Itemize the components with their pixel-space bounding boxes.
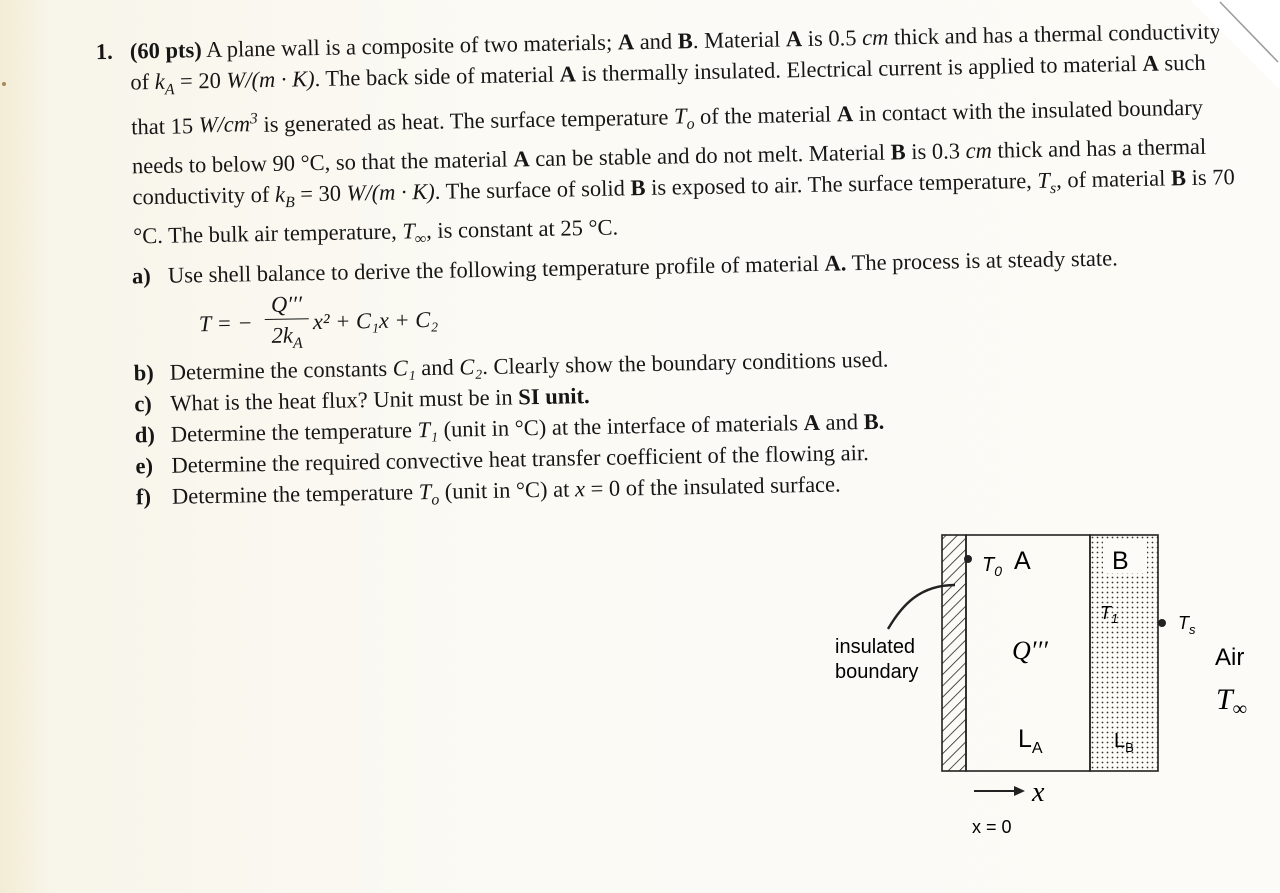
insulated-label-2: boundary [835, 661, 919, 683]
ts-label: $T_s$ [1178, 613, 1196, 637]
problem-1 [96, 15, 1245, 521]
material-b-label: B [1112, 547, 1129, 575]
heat-generation-label: Q′′′ [1012, 636, 1048, 665]
part-d: d) Determine the temperature T₁ (unit in °C) at the interface of materials A and B. [134, 408, 885, 448]
problem-number: 1. [95, 38, 113, 65]
part-b: b) Determine the constants C₁ and C₂. Clearly show the boundary conditions used. [133, 346, 889, 386]
insulated-label-1: insulated [835, 636, 916, 658]
to-label: $T_0$ [982, 554, 1003, 579]
t1-label: $T_1$ [1100, 603, 1119, 626]
air-label: Air [1215, 644, 1245, 671]
temperature-profile-equation: T = − Q′′′ $2k_A$ x² + C₁x + C₂ [198, 271, 1241, 356]
part-c: c) What is the heat flux? Unit must be in SI unit. [134, 382, 590, 417]
part-a: a) Use shell balance to derive the following temperature profile of material A. The process is at steady state. [131, 245, 1118, 289]
problem-points: (60 pts) [129, 37, 202, 64]
tinf-label: $T_\infty$ [1216, 683, 1247, 720]
composite-wall-diagram [820, 525, 1280, 845]
to-point-marker [964, 555, 972, 563]
x-origin-label: x = 0 [972, 817, 1012, 837]
ts-point-marker [1158, 619, 1166, 627]
lb-label: $L_B$ [1114, 730, 1134, 755]
problem-statement: (60 pts) A plane wall is a composite of two materials; A and B. Material A is 0.5 cm thick and has a thermal conductivity of $k_A = 20$ W/(m · K). The back side of material A is thermally insulated. Electrical current is applied to material A such that 15 $W/cm^3$ is generated as heat. The surface temperature $T_o$ of the material A in contact with the insulated boundary needs to below 90 °C, so that the material A can be stable and do not melt. Material B is 0.3 cm thick and has a thermal conductivity of $k_B = 30$ W/(m · K). The surface of solid B is exposed to air. The surface temperature, $T_s$, of material B is 70 °C. The bulk air temperature, $T_\infty$, is constant at 25 °C. [129, 18, 1235, 249]
part-e: e) Determine the required convective heat transfer coefficient of the flowing air. [135, 439, 869, 479]
x-axis-label: x [1032, 777, 1045, 808]
material-a-label: A [1014, 547, 1031, 575]
equation-fraction: Q′′′ $2k_A$ [264, 288, 309, 359]
part-f: f) Determine the temperature $T_o$ (unit in °C) at x = 0 of the insulated surface. [135, 471, 841, 510]
insulated-wall-hatch [942, 535, 966, 771]
x-arrow-head [1014, 786, 1025, 796]
sub-questions [132, 240, 1245, 521]
page-fold-corner [1190, 0, 1280, 90]
la-label: $L_A$ [1018, 725, 1043, 757]
